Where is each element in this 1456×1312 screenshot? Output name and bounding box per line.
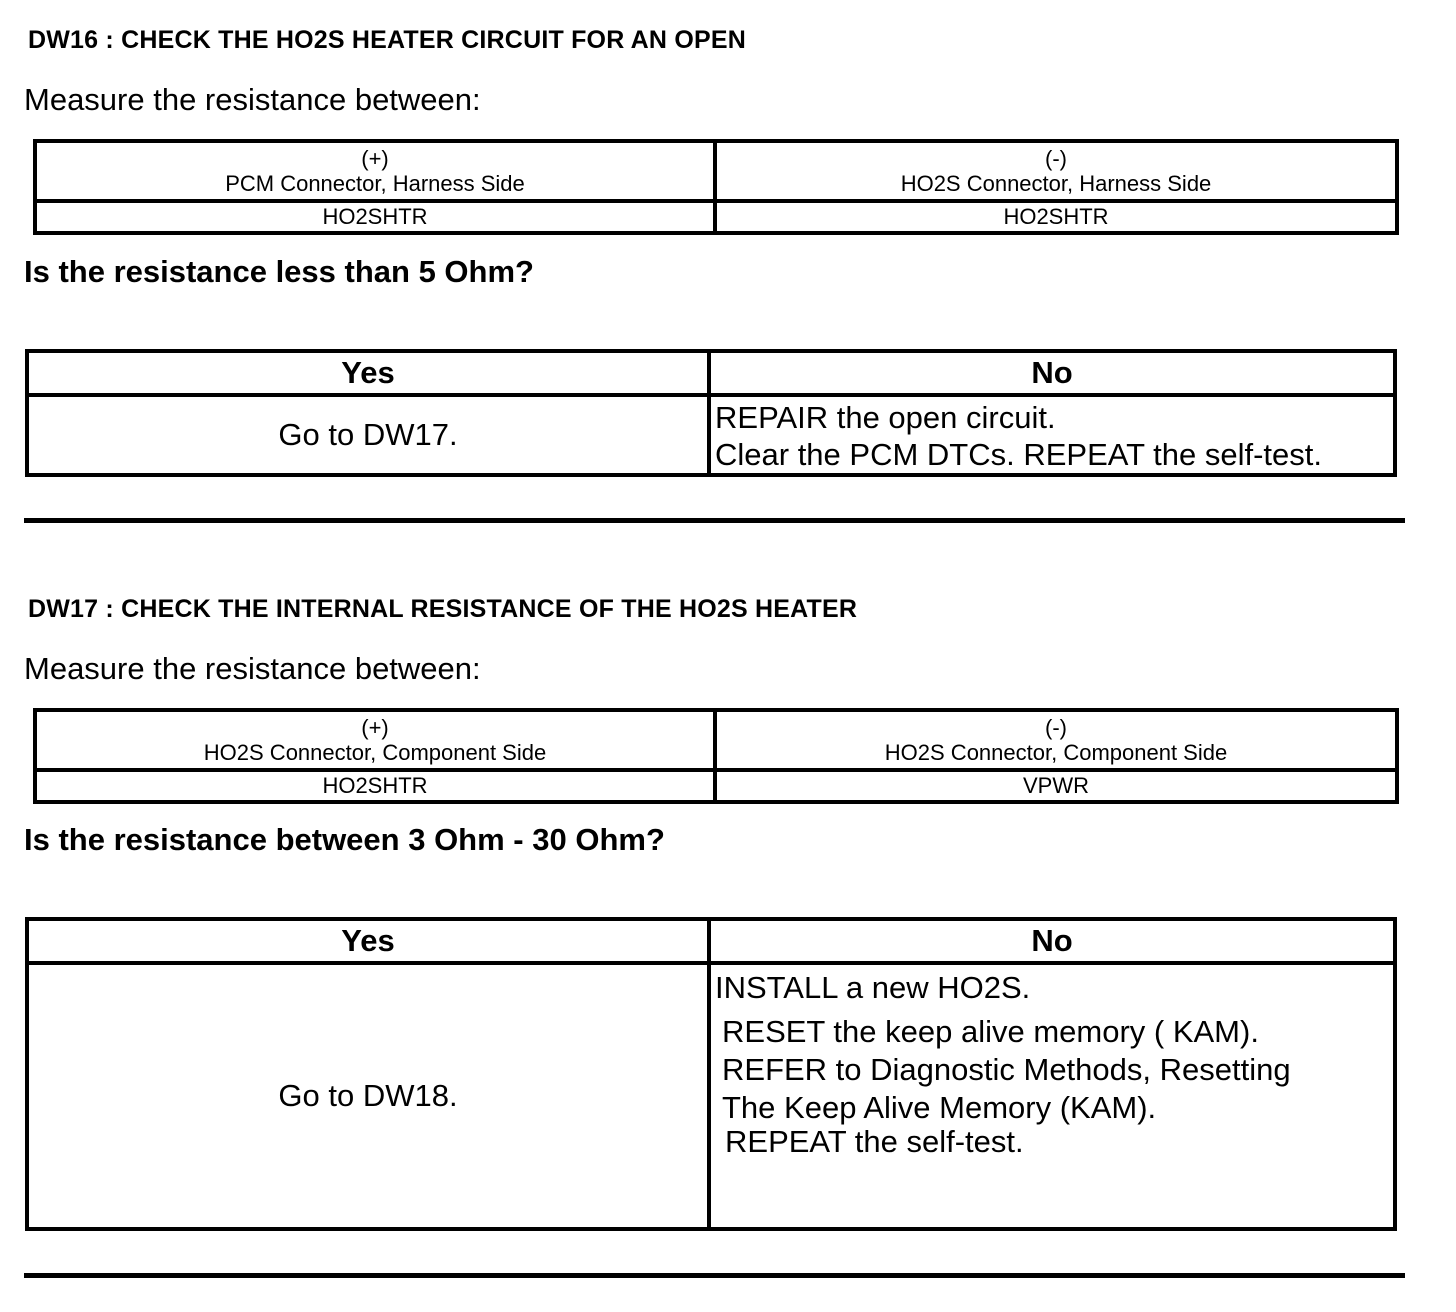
step-title-dw16: DW16 : CHECK THE HO2S HEATER CIRCUIT FOR AN OPEN — [28, 26, 746, 54]
section-divider — [24, 518, 1405, 523]
no-action — [709, 395, 1395, 475]
negative-probe-header — [715, 141, 1397, 201]
kam-reset-instructions — [722, 1013, 1291, 1161]
question-dw16: Is the resistance less than 5 Ohm? — [24, 254, 534, 289]
negative-pin-value: VPWR — [715, 770, 1397, 802]
positive-probe-header — [35, 141, 715, 201]
negative-probe-header — [715, 710, 1397, 770]
yes-header: Yes — [27, 919, 709, 963]
yes-header: Yes — [27, 351, 709, 395]
no-action-line: REPAIR the open circuit. — [715, 400, 1056, 435]
result-table-dw17 — [25, 917, 1397, 1231]
no-header: No — [709, 351, 1395, 395]
yes-action: Go to DW18. — [27, 963, 709, 1229]
measure-instruction-dw17: Measure the resistance between: — [24, 651, 481, 686]
negative-probe-label: HO2S Connector, Component Side — [884, 740, 1228, 765]
section-divider — [24, 1273, 1405, 1278]
negative-sign: (-) — [1045, 146, 1067, 171]
no-action-line: REPEAT the self-test. — [725, 1124, 1024, 1159]
negative-probe-label: HO2S Connector, Harness Side — [900, 171, 1212, 196]
step-title-dw17: DW17 : CHECK THE INTERNAL RESISTANCE OF THE HO2S HEATER — [28, 595, 858, 623]
positive-pin-value: HO2SHTR — [35, 770, 715, 802]
no-action-line: Clear the PCM DTCs. REPEAT the self-test. — [715, 437, 1322, 472]
no-action-line: INSTALL a new HO2S. — [715, 970, 1031, 1005]
no-header: No — [709, 919, 1395, 963]
positive-sign: (+) — [361, 146, 389, 171]
question-dw17: Is the resistance between 3 Ohm - 30 Ohm? — [24, 822, 665, 857]
positive-sign: (+) — [361, 715, 389, 740]
no-action — [709, 963, 1395, 1229]
no-action-line: The Keep Alive Memory (KAM). — [722, 1090, 1157, 1125]
yes-action: Go to DW17. — [27, 395, 709, 475]
no-action-line: RESET the keep alive memory ( KAM). — [722, 1014, 1259, 1049]
negative-pin-value: HO2SHTR — [715, 201, 1397, 233]
measurement-table-dw16 — [33, 139, 1399, 235]
positive-probe-header — [35, 710, 715, 770]
measure-instruction-dw16: Measure the resistance between: — [24, 82, 481, 117]
negative-sign: (-) — [1045, 715, 1067, 740]
positive-pin-value: HO2SHTR — [35, 201, 715, 233]
positive-probe-label: HO2S Connector, Component Side — [203, 740, 547, 765]
positive-probe-label: PCM Connector, Harness Side — [225, 171, 525, 196]
no-action-line: REFER to Diagnostic Methods, Resetting — [722, 1052, 1291, 1087]
result-table-dw16 — [25, 349, 1397, 477]
measurement-table-dw17 — [33, 708, 1399, 804]
